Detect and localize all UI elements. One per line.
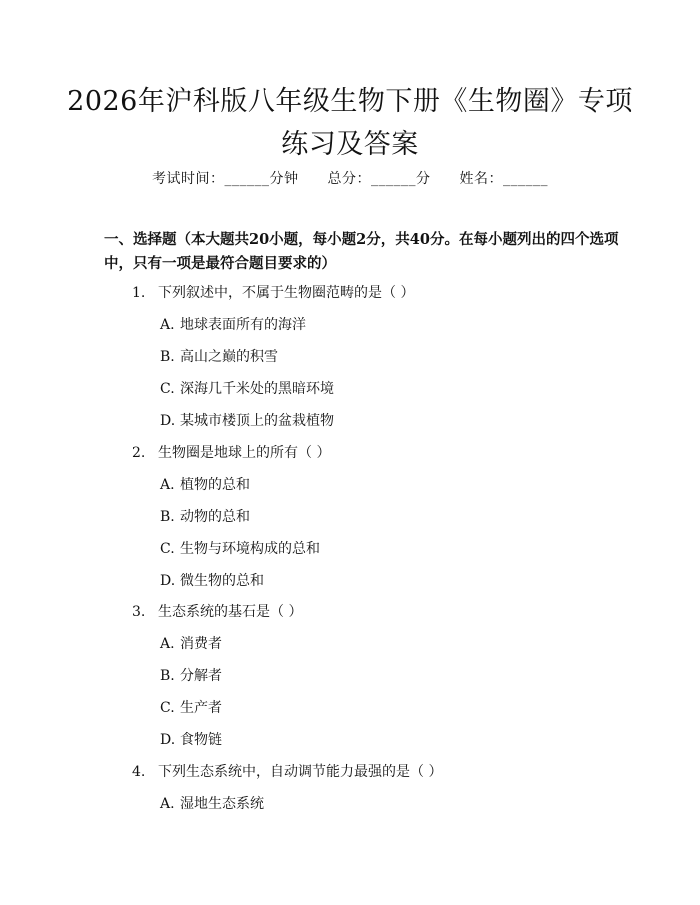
option-text: 植物的总和 bbox=[180, 477, 250, 493]
option-text: 动物的总和 bbox=[180, 509, 250, 525]
option-text: 某城市楼顶上的盆栽植物 bbox=[180, 413, 334, 429]
question-2-option-b bbox=[160, 506, 250, 526]
student-name-field: 姓名：______ bbox=[459, 171, 548, 187]
option-letter: A. bbox=[160, 636, 175, 652]
question-1-option-d bbox=[160, 410, 334, 430]
question-1-option-c bbox=[160, 378, 334, 398]
option-letter: B. bbox=[160, 668, 175, 684]
option-letter: C. bbox=[160, 541, 175, 557]
option-letter: A. bbox=[160, 317, 175, 333]
question-text: 下列叙述中，不属于生物圈范畴的是（ ） bbox=[158, 285, 415, 301]
option-letter: C. bbox=[160, 381, 175, 397]
option-letter: A. bbox=[160, 477, 175, 493]
exam-meta bbox=[0, 168, 700, 188]
question-text: 生物圈是地球上的所有（ ） bbox=[158, 445, 331, 461]
question-2-option-c bbox=[160, 538, 320, 558]
exam-time-field: 考试时间：______分钟 bbox=[152, 171, 299, 187]
question-3 bbox=[132, 601, 302, 621]
option-text: 生物与环境构成的总和 bbox=[180, 541, 320, 557]
question-4 bbox=[132, 761, 442, 781]
option-text: 湿地生态系统 bbox=[180, 796, 264, 812]
question-1 bbox=[132, 282, 414, 302]
question-2-option-a bbox=[160, 474, 250, 494]
question-text: 生态系统的基石是（ ） bbox=[158, 604, 303, 620]
option-text: 分解者 bbox=[180, 668, 222, 684]
option-letter: D. bbox=[160, 732, 176, 748]
option-letter: D. bbox=[160, 573, 176, 589]
question-number: 2. bbox=[132, 445, 146, 461]
option-letter: A. bbox=[160, 796, 175, 812]
question-2-option-d bbox=[160, 570, 264, 590]
question-3-option-b bbox=[160, 665, 222, 685]
option-letter: B. bbox=[160, 349, 175, 365]
question-2 bbox=[132, 442, 330, 462]
question-3-option-d bbox=[160, 729, 222, 749]
question-1-option-b bbox=[160, 346, 278, 366]
section-heading: 一、选择题（本大题共20小题，每小题2分，共40分。在每小题列出的四个选项中，只有一项是最符合题目要求的） bbox=[104, 231, 619, 272]
option-text: 高山之巅的积雪 bbox=[180, 349, 278, 365]
option-letter: D. bbox=[160, 413, 176, 429]
question-text: 下列生态系统中，自动调节能力最强的是（ ） bbox=[158, 764, 443, 780]
question-number: 1. bbox=[132, 285, 146, 301]
page-title: 2026年沪科版八年级生物下册《生物圈》专项练习及答案 bbox=[67, 86, 633, 160]
option-letter: C. bbox=[160, 700, 175, 716]
question-1-option-a bbox=[160, 314, 306, 334]
option-text: 地球表面所有的海洋 bbox=[180, 317, 306, 333]
question-number: 3. bbox=[132, 604, 146, 620]
option-text: 消费者 bbox=[180, 636, 222, 652]
total-score-field: 总分：______分 bbox=[327, 171, 431, 187]
question-4-option-a bbox=[160, 793, 264, 813]
option-text: 深海几千米处的黑暗环境 bbox=[180, 381, 334, 397]
option-text: 食物链 bbox=[180, 732, 222, 748]
question-3-option-c bbox=[160, 697, 222, 717]
question-number: 4. bbox=[132, 764, 146, 780]
option-text: 生产者 bbox=[180, 700, 222, 716]
option-text: 微生物的总和 bbox=[180, 573, 264, 589]
question-3-option-a bbox=[160, 633, 222, 653]
option-letter: B. bbox=[160, 509, 175, 525]
